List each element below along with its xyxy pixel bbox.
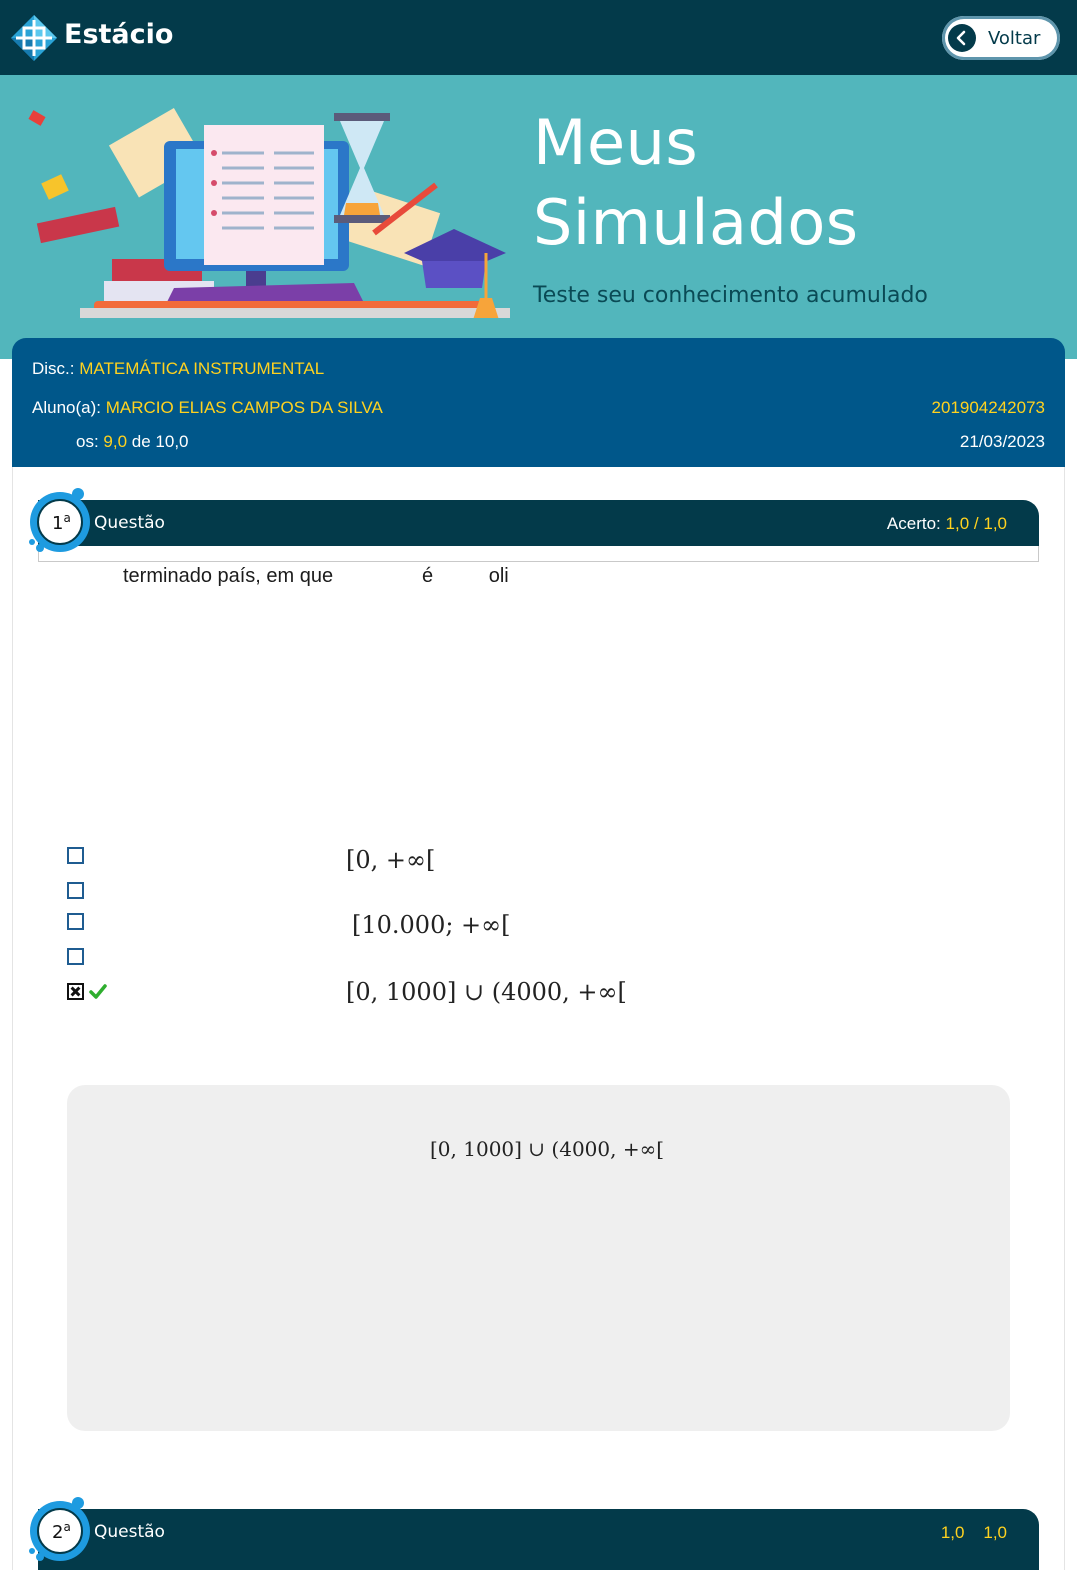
question-number: 1$^a$	[52, 511, 71, 534]
back-button[interactable]	[942, 16, 1060, 60]
question-label: Questão	[94, 513, 165, 533]
question-number: 2$^a$	[52, 1520, 71, 1543]
discipline-row: Disc.: MATEMÁTICA INSTRUMENTAL	[32, 359, 325, 378]
estacio-logo-icon[interactable]	[10, 14, 58, 62]
option-c-text: [10.000; +∞[	[352, 911, 511, 939]
study-illustration-icon	[24, 103, 514, 318]
hero-banner	[0, 75, 1077, 359]
question-2-header	[38, 1509, 1039, 1570]
question-1-header	[38, 500, 1039, 546]
back-button-label: Voltar	[988, 28, 1041, 49]
top-navbar	[0, 0, 1077, 75]
question-1-divider	[38, 546, 1039, 562]
exam-date: 21/03/2023	[959, 432, 1045, 451]
answer-explanation	[67, 1085, 1010, 1431]
correct-check-icon	[89, 984, 107, 1000]
option-e-text: [0, 1000] ∪ (4000, +∞[	[346, 978, 627, 1006]
score-value: 9,0	[103, 432, 128, 451]
brand-name[interactable]: Estácio	[64, 19, 174, 50]
score-row: os: 9,0 de 10,0	[76, 432, 189, 451]
option-d-checkbox[interactable]	[67, 948, 84, 965]
option-e-checkbox[interactable]	[67, 983, 84, 1000]
student-row: Aluno(a): MARCIO ELIAS CAMPOS DA SILVA	[32, 398, 383, 417]
exam-info-panel	[12, 338, 1065, 467]
discipline-name: MATEMÁTICA INSTRUMENTAL	[79, 359, 325, 378]
option-a-text: [0, +∞[	[346, 846, 436, 874]
chevron-left-icon	[948, 24, 976, 52]
question-label: Questão	[94, 1522, 165, 1542]
answer-text: [0, 1000] ∪ (4000, +∞[	[430, 1137, 665, 1161]
question-score: Acerto: 1,0 / 1,0	[886, 514, 1007, 533]
option-a-checkbox[interactable]	[67, 847, 84, 864]
student-id: 201904242073	[931, 398, 1045, 417]
student-name: MARCIO ELIAS CAMPOS DA SILVA	[105, 398, 383, 417]
option-c-checkbox[interactable]	[67, 913, 84, 930]
question-score: 1,0 1,0	[940, 1523, 1007, 1542]
option-b-checkbox[interactable]	[67, 882, 84, 899]
hero-title: Meus Simulados	[533, 106, 859, 259]
question-text: terminado país, em que é oli	[123, 565, 509, 587]
hero-subtitle: Teste seu conhecimento acumulado	[533, 283, 928, 308]
